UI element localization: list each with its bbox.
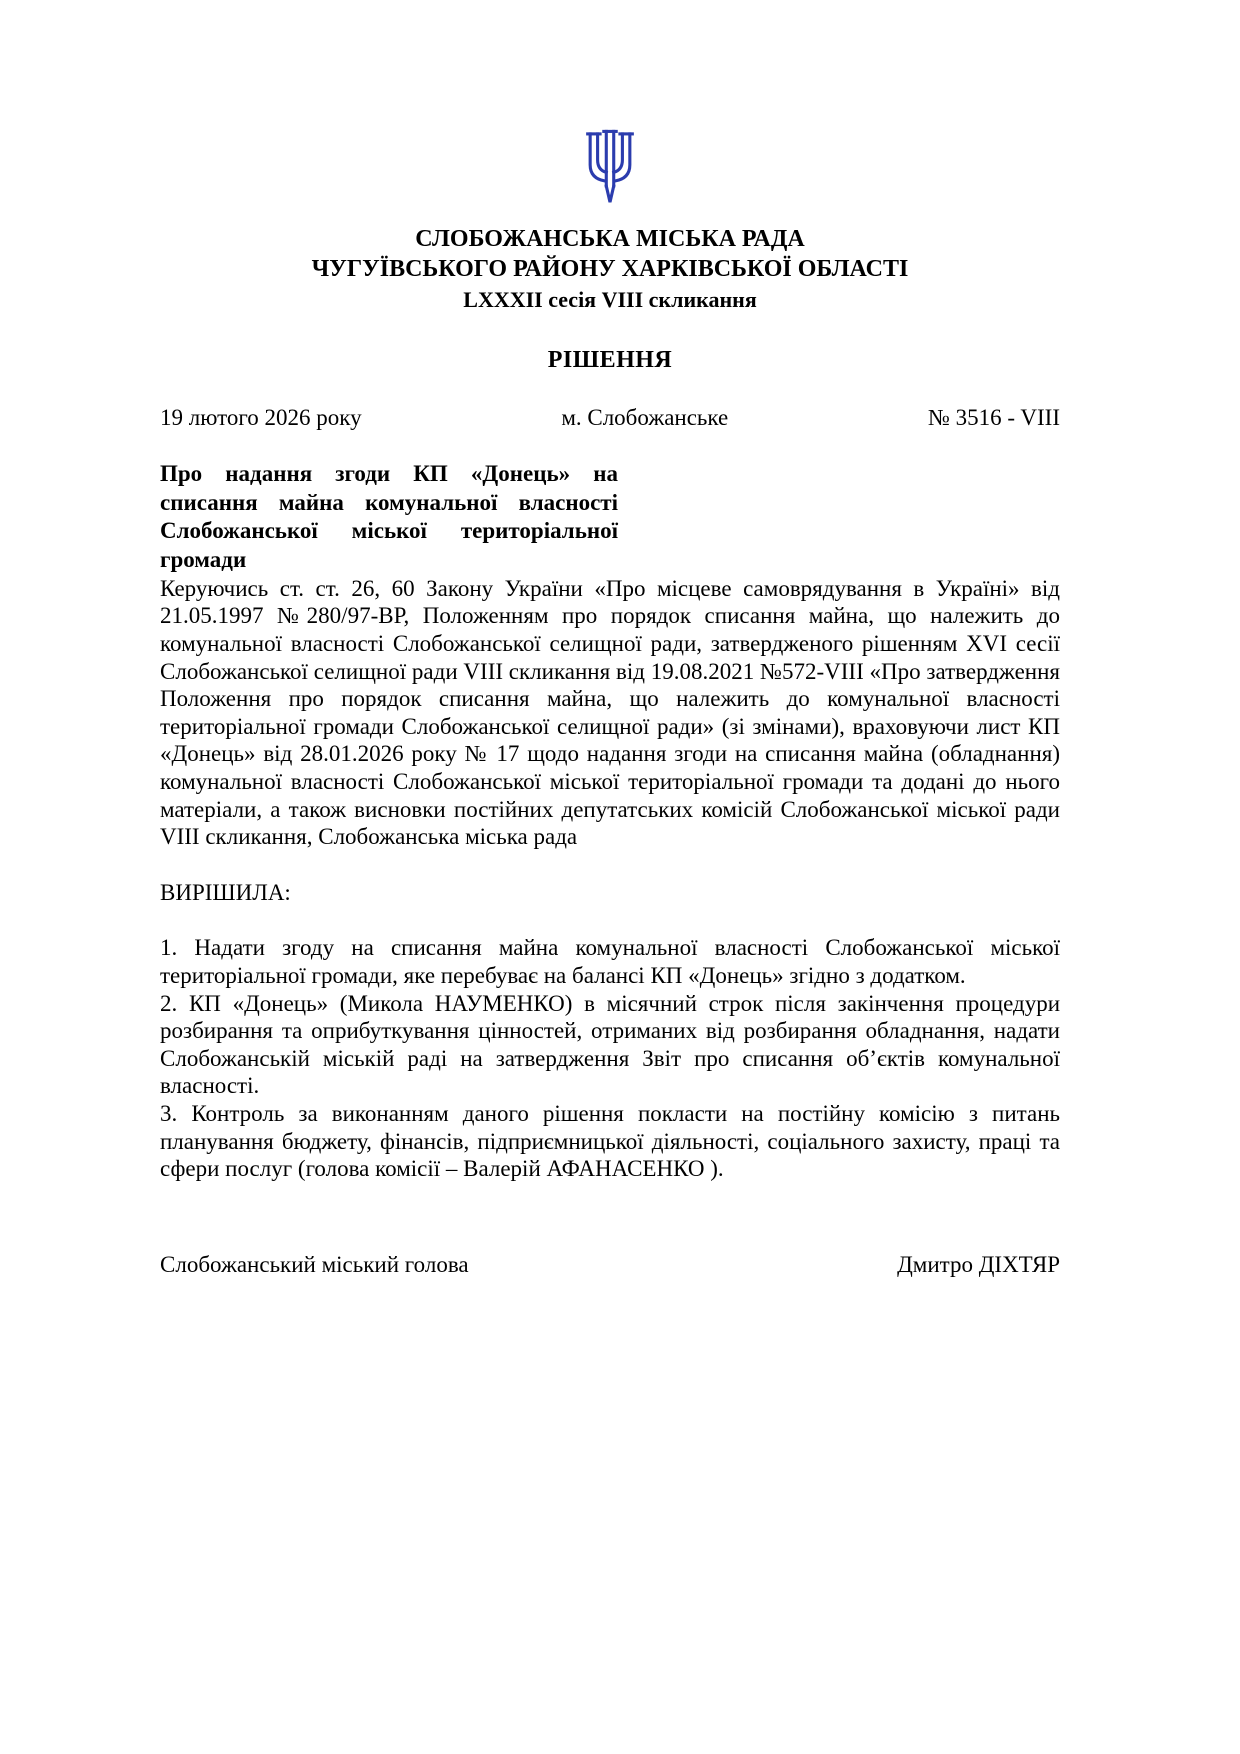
org-region: ЧУГУЇВСЬКОГО РАЙОНУ ХАРКІВСЬКОЇ ОБЛАСТІ bbox=[311, 256, 909, 282]
document-title: РІШЕННЯ bbox=[547, 346, 673, 373]
document-subject: Про надання згоди КП «Донець» на списання майна комунальної власності Слобожанської міської територіальної громади bbox=[160, 460, 618, 573]
document-date: 19 лютого 2026 року bbox=[160, 405, 362, 431]
signature-position: Слобожанський міський голова bbox=[160, 1251, 469, 1277]
resolution-item-3: 3. Контроль за виконанням даного рішення покласти на постійну комісію з питань планування бюджету, фінансів, підприємницької діяльності, соціального захисту, праці та сфери послуг (голова комісії – Валерій АФАНАСЕНКО ). bbox=[160, 1100, 1060, 1182]
ukraine-trident-emblem bbox=[579, 124, 641, 212]
resolution-items bbox=[160, 934, 1060, 1182]
meta-row bbox=[160, 404, 1060, 432]
document-place: м. Слобожанське bbox=[561, 405, 729, 431]
preamble-paragraph: Керуючись ст. ст. 26, 60 Закону України «Про місцеве самоврядування в Україні» від 21.05.1997 №280/97-ВР, Положенням про порядок списання майна, що належить до комунальної власності Слобожанської селищної ради, затвердженого рішенням XVI сесії Слобожанської селищної ради VIII скликання від 19.08.2021 №572-VIII «Про затвердження Положення про порядок списання майна, що належить до комунальної власності територіальної громади Слобожанської селищної ради» (зі змінами), враховуючи лист КП «Донець» від 28.01.2026 року № 17 щодо надання згоди на списання майна (обладнання) комунальної власності Слобожанської міської територіальної громади та додані до нього матеріали, а також висновки постійних депутатських комісій Слобожанської міської ради VIII скликання, Слобожанська міська рада bbox=[160, 575, 1060, 850]
resolution-word: ВИРІШИЛА: bbox=[160, 879, 291, 905]
org-name: СЛОБОЖАНСЬКА МІСЬКА РАДА bbox=[415, 226, 805, 252]
signature-name: Дмитро ДІХТЯР bbox=[897, 1251, 1060, 1277]
resolution-item-1: 1. Надати згоду на списання майна комунальної власності Слобожанської міської територіальної громади, яке перебуває на балансі КП «Донець» згідно з додатком. bbox=[160, 935, 1060, 989]
session-line: LXXXII сесія VIII скликання bbox=[463, 287, 757, 312]
document-number: № 3516 - VIII bbox=[927, 405, 1060, 431]
resolution-item-2: 2. КП «Донець» (Микола НАУМЕНКО) в місячний строк після закінчення процедури розбирання та оприбуткування цінностей, отриманих від розбирання обладнання, надати Слобожанській міській раді на затвердження Звіт про списання об’єктів комунальної власності. bbox=[160, 990, 1060, 1099]
emblem-container bbox=[160, 124, 1060, 212]
signature-row bbox=[160, 1251, 1060, 1279]
